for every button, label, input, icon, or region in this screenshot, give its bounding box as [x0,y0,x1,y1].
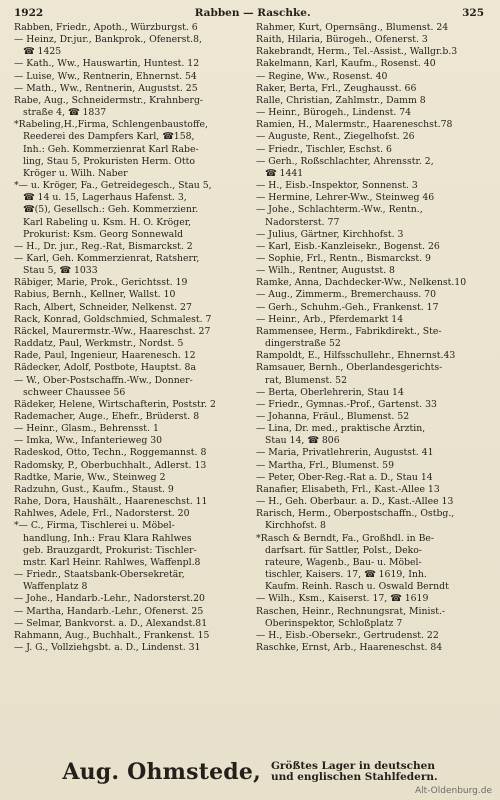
directory-entry: — Karl, Geh. Kommerzienrat, Ratsherr, [14,252,200,264]
directory-entry: — Luise, Ww., Rentnerin, Ehnernst. 54 [14,70,197,82]
directory-entry: — Aug., Zimmerm., Bremerchauss. 70 [256,289,437,301]
page-header [14,6,484,20]
directory-entry: — Heinr., Arb., Pferdemarkt 14 [256,313,404,325]
directory-entry: Kröger u. Wilh. Naber [23,167,128,179]
directory-entry: Ramien, H., Malermstr., Haareneschst.78 [256,119,453,131]
directory-entry: ☎ 1441 [265,167,304,179]
directory-entry: Rabben, Friedr., Apoth., Würzburgst. 6 [14,22,198,33]
directory-entry: tischler, Kaisers. 17, ☎ 1619, Inh. [265,569,427,581]
directory-entry: Inh.: Geh. Kommerzienrat Karl Rabe- [23,143,199,155]
directory-entry: Rahmer, Kurt, Opernsäng., Blumenst. 24 [256,22,449,33]
directory-entry: Rammensee, Herm., Fabrikdirekt., Ste- [256,325,442,337]
directory-entry: Reederei des Dampfers Karl, ☎158, [23,131,195,143]
directory-entry: — Math., Ww., Rentnerin, Augustst. 25 [14,82,198,94]
directory-entry: Ramsauer, Bernh., Oberlandesgerichts- [256,362,443,374]
directory-entry: — Friedr., Tischler, Eschst. 6 [256,143,392,155]
directory-entry: — H., Eisb.-Inspektor, Sonnenst. 3 [256,180,418,192]
directory-entry: — Martha, Handarb.-Lehr., Ofenerst. 25 [14,605,204,617]
directory-entry: straße 4, ☎ 1837 [23,107,107,119]
directory-entry: Stau 5, ☎ 1033 [23,265,98,277]
directory-entry: — Regine, Ww., Rosenst. 40 [256,70,388,82]
directory-entry: Raschen, Heinr., Rechnungsrat, Minist.- [256,605,446,617]
directory-entry: Rampoldt, E., Hilfsschullehr., Ehnernst.43 [256,350,456,362]
directory-entry: geb. Brauzgardt, Prokurist: Tischler- [23,544,197,556]
directory-entry: — Gerh., Schuhm.-Geh., Frankenst. 17 [256,301,439,313]
directory-entry: Ranafier, Elisabeth, Frl., Kast.-Allee 13 [256,483,440,495]
directory-entry: — Maria, Privatlehrerin, Augustst. 41 [256,447,434,459]
directory-entry: Stau 14, ☎ 806 [265,435,340,447]
directory-entry: — Heinr., Bürogeh., Lindenst. 74 [256,107,412,119]
directory-entry: ☎(5), Gesellsch.: Geh. Kommerzienr. [23,204,199,216]
directory-entry: Rädeker, Helene, Wirtschafterin, Poststr. 2 [14,398,216,410]
directory-entry: Rakelmann, Karl, Kaufm., Rosenst. 40 [256,58,436,70]
directory-entry: — Imka, Ww., Infanterieweg 30 [14,435,163,447]
directory-entry: — Gerh., Roßschlachter, Ahrensstr. 2, [256,155,434,167]
directory-entry: rateure, Wagenb., Bau- u. Möbel- [265,556,422,568]
directory-entry: — Johe., Handarb.-Lehr., Nadorsterst.20 [14,593,205,605]
directory-entry: Rade, Paul, Ingenieur, Haarenesch. 12 [14,350,196,362]
right-column [256,22,486,754]
directory-entry: Rahlwes, Adele, Frl., Nadorsterst. 20 [14,508,190,520]
directory-entry: — Heinz, Dr.jur., Bankprok., Ofenerst.8, [14,34,202,46]
directory-entry: — Peter, Ober-Reg.-Rat a. D., Stau 14 [256,471,433,483]
directory-entry: — Wilh., Rentner, Augustst. 8 [256,265,395,277]
directory-entry: Radtke, Marie, Ww., Steinweg 2 [14,471,166,483]
directory-entry: — Selmar, Bankvorst. a. D., Alexandst.81 [14,617,208,629]
directory-entry: dingerstraße 52 [265,338,341,350]
tagline-line-1: Größtes Lager in deutschen [270,760,435,772]
directory-entry: — H., Eisb.-Obersekr., Gertrudenst. 22 [256,629,439,641]
advertisement-brand: Aug. Ohmstede, [62,759,261,785]
directory-entry: — W., Ober-Postschaffn.-Ww., Donner- [14,374,193,386]
directory-entry: Prokurist: Ksm. Georg Sonnewald [23,228,184,240]
directory-entry: *Rasch & Berndt, Fa., Großhdl. in Be- [256,532,435,544]
directory-entry: Radzuhn, Gust., Kaufm., Staust. 9 [14,483,174,495]
directory-entry: Rarisch, Herm., Oberpostschaffn., Ostbg., [256,508,455,520]
directory-entry: Raker, Berta, Frl., Zeughausst. 66 [256,82,417,94]
directory-entry: Karl Rabeling u. Ksm. H. O. Kröger, [23,216,192,228]
tagline-line-2: und englischen Stahlfedern. [270,771,438,783]
directory-entry: Kaufm. Reinh. Rasch u. Oswald Berndt [265,581,449,593]
directory-entry: Nadorsterst. 77 [265,216,340,228]
directory-entry: — Heinr., Glasm., Behrensst. 1 [14,423,159,435]
directory-entry: Räbiger, Marie, Prok., Gerichtsst. 19 [14,277,188,289]
directory-entry: — Julius, Gärtner, Kirchhofst. 3 [256,228,404,240]
directory-entry: darfsart. für Sattler, Polst., Deko- [265,544,422,556]
directory-entry: Rach, Albert, Schneider, Nelkenst. 27 [14,301,192,313]
watermark: Alt-Oldenburg.de [414,786,492,796]
directory-entry: — Auguste, Rent., Ziegelhofst. 26 [256,131,415,143]
directory-entry: Rack, Konrad, Goldschmied, Schmalest. 7 [14,313,212,325]
directory-entry: Raith, Hilaria, Bürogeh., Ofenerst. 3 [256,34,428,46]
directory-entry: Rahmann, Aug., Buchhalt., Frankenst. 15 [14,629,210,641]
left-column [14,22,244,754]
advertisement-tagline [271,761,438,783]
directory-entry: — Berta, Oberlehrerin, Stau 14 [256,386,404,398]
directory-entry: Räckel, Maurermstr.-Ww., Haareschst. 27 [14,325,211,337]
directory-entry: ling, Stau 5, Prokuristen Herm. Otto [23,155,195,167]
directory-entry: — Kath., Ww., Hauswartin, Huntest. 12 [14,58,200,70]
directory-entry: — Friedr., Gymnas.-Prof., Gartenst. 33 [256,398,437,410]
directory-entry: — Johanna, Fräul., Blumenst. 52 [256,411,410,422]
directory-entry: rat, Blumenst. 52 [265,374,347,386]
directory-entry: Waffenplatz 8 [23,581,88,593]
directory-entry: Ramke, Anna, Dachdecker-Ww., Nelkenst.10 [256,277,467,289]
directory-entry: — Lina, Dr. med., praktische Ärztin, [256,423,426,435]
directory-entry: — J. G., Vollziehgsbt. a. D., Lindenst. 31 [14,641,201,653]
directory-entry: — H., Dr. jur., Reg.-Rat, Bismarckst. 2 [14,240,193,252]
directory-entry: — Wilh., Ksm., Kaiserst. 17, ☎ 1619 [256,593,429,605]
directory-entry: Rakebrandt, Herm., Tel.-Assist., Wallgr.b.3 [256,46,458,58]
directory-entry: — Hermine, Lehrer-Ww., Steinweg 46 [256,192,435,204]
directory-entry: handlung, Inh.: Frau Klara Rahlwes [23,532,192,544]
directory-entry: mstr. Karl Heinr. Rahlwes, Waffenpl.8 [23,556,201,568]
directory-entry: *— u. Kröger, Fa., Getreidegesch., Stau 5, [14,180,212,192]
directory-entry: ☎ 14 u. 15, Lagerhaus Hafenst. 3, [23,192,187,204]
header-range: Rabben — Raschke. [194,7,311,19]
directory-entry: Rabe, Aug., Schneidermstr., Krahnberg- [14,94,204,106]
header-page-number: 325 [462,7,484,19]
directory-entry: — Friedr., Staatsbank-Obersekretär, [14,569,185,581]
directory-entry: schweer Chaussee 56 [23,386,126,398]
directory-entry: Raddatz, Paul, Werkmstr., Nordst. 5 [14,338,184,350]
directory-entry: Oberinspektor, Schloßplatz 7 [265,617,403,629]
directory-entry: Radomsky, P., Oberbuchhalt., Adlerst. 13 [14,459,207,471]
advertisement-footer [0,757,500,787]
directory-entry: *Rabeling,H.,Firma, Schlengenbaustoffe, [14,119,208,131]
directory-entry: ☎ 1425 [23,46,62,58]
directory-entry: — H., Geh. Oberbaur. a. D., Kast.-Allee 13 [256,496,454,508]
header-year: 1922 [14,7,44,19]
directory-entry: Kirchhofst. 8 [265,520,326,532]
directory-entry: Rahe, Dora, Haushält., Haareneschst. 11 [14,496,208,508]
directory-entry: *— C., Firma, Tischlerei u. Möbel- [14,520,175,532]
directory-entry: Rädecker, Adolf, Postbote, Hauptst. 8a [14,362,197,374]
directory-entry: Rabius, Bernh., Kellner, Wallst. 10 [14,289,176,301]
directory-entry: Ralle, Christian, Zahlmstr., Damm 8 [256,94,426,106]
directory-entry: Rademacher, Auge., Ehefr., Brüderst. 8 [14,411,200,422]
directory-entry: — Sophie, Frl., Rentn., Bismarckst. 9 [256,252,431,264]
directory-entry: Raschke, Ernst, Arb., Haareneschst. 84 [256,641,443,653]
directory-entry: — Johe., Schlachterm.-Ww., Rentn., [256,204,423,216]
directory-entry: Radeskod, Otto, Techn., Roggemannst. 8 [14,447,207,459]
directory-entry: — Martha, Frl., Blumenst. 59 [256,459,395,471]
directory-entry: — Karl, Eisb.-Kanzleisekr., Bogenst. 26 [256,240,440,252]
